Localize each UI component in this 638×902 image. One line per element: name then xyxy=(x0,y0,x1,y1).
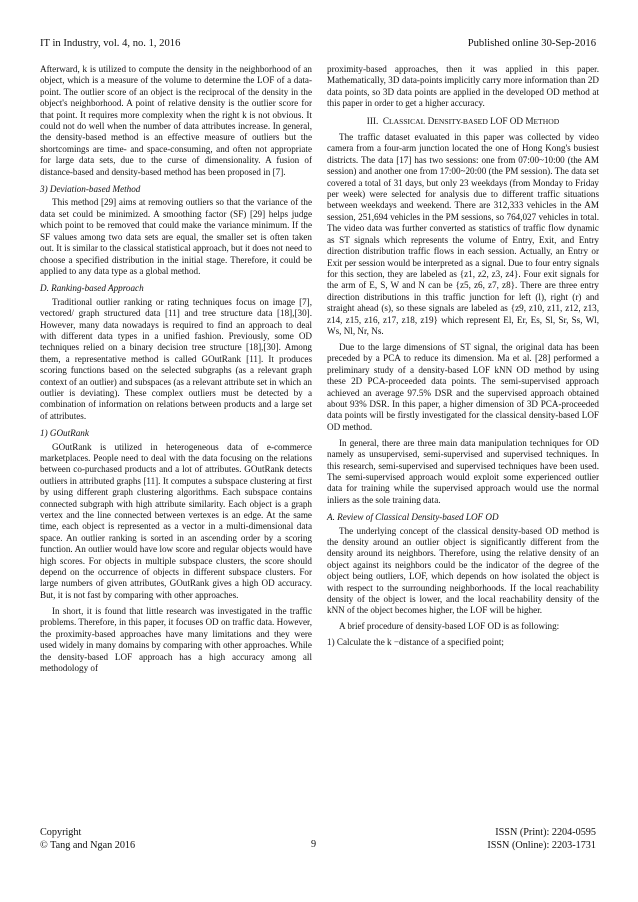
right-column xyxy=(327,64,599,649)
section-number: III. xyxy=(366,115,379,126)
list-item: 1) Calculate the k −distance of a specified point; xyxy=(327,637,504,648)
published-date: Published online 30-Sep-2016 xyxy=(467,38,596,49)
section-title-part: ETHOD xyxy=(533,116,560,126)
footer-issn xyxy=(487,827,596,852)
subsection-heading: A. Review of Classical Density-based LOF OD xyxy=(327,512,499,523)
journal-citation: IT in Industry, vol. 4, no. 1, 2016 xyxy=(40,38,181,49)
section-title-part: C xyxy=(382,115,389,126)
paragraph: Due to the large dimensions of ST signal, the original data has been preceded by a PCA to reduce its dimension. Ma et al. [28] performed a preliminary study of a density-based LOF kNN OD method by using these 2D PCA-proceeded data points. The semi-supervised approach achieved an average 97.5% DSR and the supervised approach obtained about 93% DSR. In this paper, a higher dimension of 3D PCA-proceeded data points will be firstly investigated for the classical density-based LOF OD method. xyxy=(327,341,599,432)
subsection-heading: 3) Deviation-based Method xyxy=(40,184,141,195)
running-header xyxy=(40,37,596,50)
copyright-holder: © Tang and Ngan 2016 xyxy=(40,839,136,851)
paragraph: In short, it is found that little research was investigated in the traffic problems. Therefore, in this paper, it focuses OD on traffic data. However, the proximity-based approaches have many limitations and they were used widely in many domains by comparing with other approaches. While the density-based LOF approach has a high accuracy among all methodology of xyxy=(40,605,312,673)
paragraph: In general, there are three main data manipulation techniques for OD namely as unsupervised, semi-supervised and supervised techniques. In this research, semi-supervised and supervised techniques have been used. The semi-supervised approach would exploit some experienced outlier data for training while the supervised approach would use the normal inliers as the sole training data. xyxy=(327,437,599,505)
section-title-part: LOF OD M xyxy=(490,115,534,126)
footer-copyright xyxy=(40,827,135,852)
paragraph: A brief procedure of density-based LOF OD is as following: xyxy=(339,621,560,632)
paragraph: GOutRank is utilized in heterogeneous data of e-commerce marketplaces. People need to deal with the data focusing on the relations between co-purchased products and a lot of attributes. GOutRank detects outliers in attributed graphs [11]. It computes a subspace clustering at first by using different graph clustering algorithms. Each subspace contains connected subgraph with high attribute similarity. Each object is a graph vertex and the line connected between vertexes is an edge. At the same time, each object is represented as a vector in a multi-dimensional data space. An outlier ranking is sorted in an ascending order by a scoring function. An outlier would have low score and regular objects would have high scores. For objects in multiple subspace clusters, the score should depend on the occurrence of objects in different subspace clusters. For large numbers of given attributes, GOutRank gives a high OD accuracy. But, it is not fast by comparing with other approaches. xyxy=(40,441,312,600)
paragraph: The underlying concept of the classical density-based OD method is the density around an outlier object is significantly different from the density around its neighbors. Therefore, using the relative density of an object against its neighbors could be the indicator of the degree of the object being outliers, LOF, which depends on how isolated the object is with respect to the surrounding neighborhoods. If the local reachability density of the object is lower, and the local reachability density of the kNN of the object becomes higher, the LOF will be higher. xyxy=(327,525,599,616)
section-title-part: D xyxy=(427,115,435,126)
page-number: 9 xyxy=(311,839,317,850)
section-title xyxy=(327,116,599,127)
copyright-label: Copyright xyxy=(40,827,82,838)
paragraph: This method [29] aims at removing outliers so that the variance of the data set could be minimized. A smoothing factor (SF) [29] helps judge which point to be removed that could make the variance minimum. If the SF values among two data sets are equal, the smaller set is often taken out. It is similar to the classical statistical approach, but it does not need to choose a specified distribution in the initial stage. Therefore, it could be applied to any data type as a global method. xyxy=(40,197,312,276)
issn-online: ISSN (Online): 2203-1731 xyxy=(487,839,596,851)
paragraph: The traffic dataset evaluated in this paper was collected by video camera from a four-arm junction located the one of Hong Kong's busiest districts. The data [17] has two sessions: one from 07:00~10:00 (the AM session) and another one from 17:00~20:00 (the PM session). The data set covered a total of 31 days, but only 23 weekdays (from Monday to Friday per week) were selected for analysis due to different traffic situations between weekdays and weekend. There are 312,333 vehicles in the AM session, 251,694 vehicles in the PM sessions, so 764,027 vehicles in total. The video data was further converted as statistics of traffic flow dynamic as ST signals which represents the volume of Entry, Exit, and Entry direction distribution traffic flows in each session. Actually, an Entry or Exit per session would be interpreted as a signal. Due to four entry signals for this section, they are labeled as {z1, z2, z3, z4}. Four exit signals for the arm of E, S, W and N can be {z5, z6, z7, z8}. There are three entry direction distributions in this traffic junction for left (l), right (r) and straight ahead (s), so these signals are labeled as {z9, z10, z11, z12, z13, z14, z15, z16, z17, z18, z19} which represent El, Er, Es, Sl, Sr, Ss, Wl, Ws, Nl, Nr, Ns. xyxy=(327,132,599,336)
left-column xyxy=(40,64,312,674)
section-title-part: LASSICAL xyxy=(388,116,426,126)
section-heading: D. Ranking-based Approach xyxy=(40,283,144,294)
issn-print: ISSN (Print): 2204-0595 xyxy=(495,827,596,838)
paragraph: proximity-based approaches, then it was applied in this paper. Mathematically, 3D data-points implicitly carry more information than 2D data points, so 3D data points are applied in the developed OD method at this paper in order to get a higher accuracy. xyxy=(327,64,599,109)
paragraph: Traditional outlier ranking or rating techniques focus on image [7], vectored/ graph structured data [11] and tree structure data [18],[30]. However, many data nowadays is required to find an approach to deal with different data types in a unified fashion. Previously, some OD techniques relied on a binary decision tree structure [18],[30]. Among them, a representative method is called GOutRank [11]. It produces scoring functions based on the selected subgraphs (as a relevant graph context of an outlier) and subspaces (as a relevant attribute set in which an outlier is deviating). These complex outliers must be detected by a combination of information on relations between products and a large set of attributes. xyxy=(40,296,312,421)
subsection-heading: 1) GOutRank xyxy=(40,428,89,439)
section-title-part: ENSITY-BASED xyxy=(434,116,488,126)
paragraph: Afterward, k is utilized to compute the density in the neighborhood of an object, which is a measure of the volume to determine the LOF of a data-point. The outlier score of an object is the reciprocal of the density in the object's neighborhood. A point of relative density is the outlier score for that point. It requires more complexity when the right k is not obvious. It could not do well when the number of data attributes increase. In general, the density-based method is an effective measure of outliers but the shortcomings are time- and space-consuming, and often not appropriate for large data sets, due to the curse of dimensionality. A fusion of distance-based and density-based method has been proposed in [7]. xyxy=(40,64,312,177)
